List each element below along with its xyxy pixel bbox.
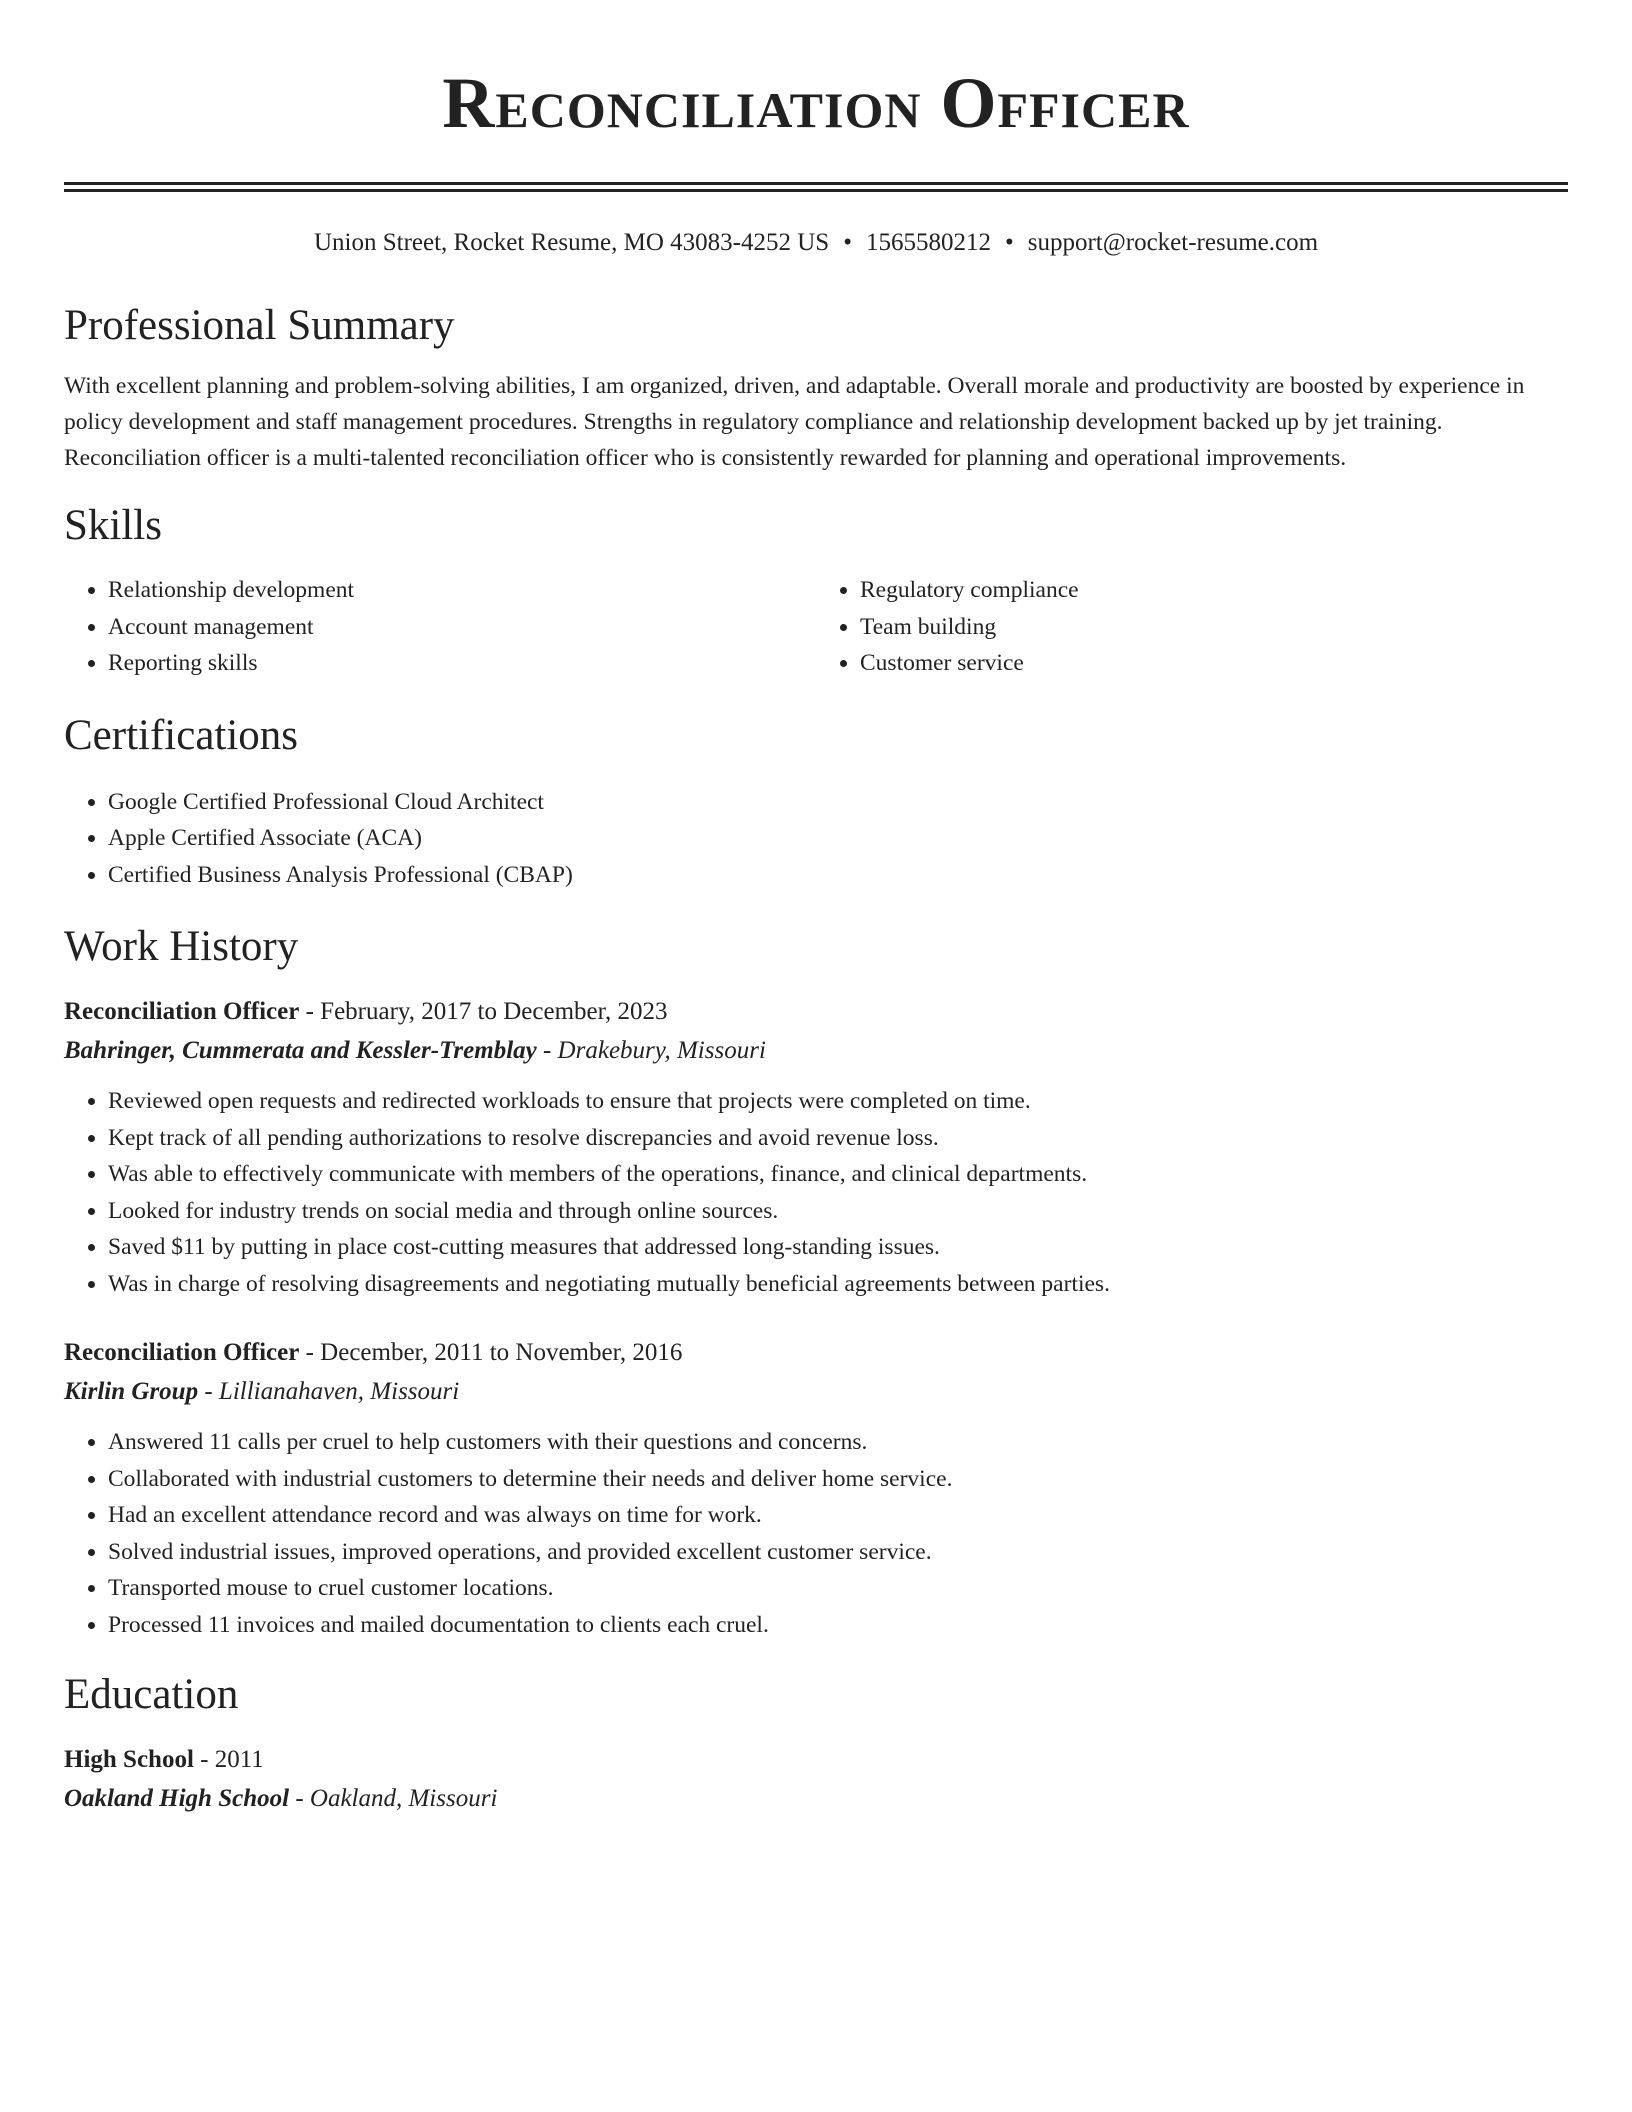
job-header <box>64 1334 1568 1372</box>
skill-item: • Relationship development <box>108 572 816 609</box>
job-duty-item: • Transported mouse to cruel customer locations. <box>108 1570 1568 1607</box>
job-duty-item: • Reviewed open requests and redirected workloads to ensure that projects were completed on time. <box>108 1083 1568 1120</box>
certifications-heading: Certifications <box>64 711 299 759</box>
job-duties-list <box>64 1424 1568 1643</box>
job-duty-item: • Saved $11 by putting in place cost-cutting measures that addressed long-standing issues. <box>108 1229 1568 1266</box>
certification-item: • Certified Business Analysis Professional (CBAP) <box>108 857 1568 894</box>
contact-email: support@rocket-resume.com <box>1027 229 1319 256</box>
education-location: - Oakland, Missouri <box>289 1785 498 1812</box>
education-header <box>64 1741 1568 1779</box>
contact-phone: 1565580212 <box>865 229 991 256</box>
job-duty-item: • Processed 11 invoices and mailed documentation to clients each cruel. <box>108 1607 1568 1644</box>
education-year: - 2011 <box>193 1746 264 1773</box>
job-duty-item: • Was able to effectively communicate with members of the operations, finance, and clinical departments. <box>108 1156 1568 1193</box>
certification-item: • Apple Certified Associate (ACA) <box>108 820 1568 857</box>
summary-heading: Professional Summary <box>64 302 455 349</box>
job-duty-item: • Solved industrial issues, improved operations, and provided excellent customer service. <box>108 1534 1568 1571</box>
job-duty-item: • Looked for industry trends on social media and through online sources. <box>108 1193 1568 1230</box>
skills-heading: Skills <box>64 502 162 549</box>
skill-item: • Team building <box>860 609 1568 646</box>
job-duties-list <box>64 1083 1568 1302</box>
contact-line <box>64 226 1568 260</box>
skills-columns <box>64 572 1568 682</box>
job-duty-item: • Answered 11 calls per cruel to help customers with their questions and concerns. <box>108 1424 1568 1461</box>
job-location: - Drakebury, Missouri <box>536 1037 766 1064</box>
job-role: Reconciliation Officer <box>64 998 300 1025</box>
certifications-list <box>64 784 1568 894</box>
skills-list-left <box>64 572 816 682</box>
education-school: Oakland High School <box>64 1785 290 1812</box>
job-location: - Lillianahaven, Missouri <box>198 1378 460 1405</box>
education-heading: Education <box>64 1671 239 1718</box>
contact-address: Union Street, Rocket Resume, MO 43083-4252 US <box>313 229 830 256</box>
job-duty-item: • Collaborated with industrial customers to determine their needs and deliver home service. <box>108 1461 1568 1498</box>
skill-item: • Reporting skills <box>108 645 816 682</box>
resume-name: Reconciliation Officer <box>442 63 1190 143</box>
header-divider <box>64 182 1568 192</box>
job-company: Kirlin Group <box>64 1378 199 1405</box>
job-company: Bahringer, Cummerata and Kessler-Tremblay <box>64 1037 537 1064</box>
job-dates: - December, 2011 to November, 2016 <box>299 1339 683 1366</box>
job-duty-item: • Had an excellent attendance record and was always on time for work. <box>108 1497 1568 1534</box>
contact-separator: • <box>843 229 852 256</box>
education-school-line <box>64 1779 1568 1819</box>
education-degree: High School <box>64 1746 194 1773</box>
job-employer-line <box>64 1031 1568 1071</box>
job-role: Reconciliation Officer <box>64 1339 300 1366</box>
job-header <box>64 993 1568 1031</box>
skills-list-right <box>816 572 1568 682</box>
contact-separator: • <box>1004 229 1014 256</box>
certification-item: • Google Certified Professional Cloud Architect <box>108 784 1568 821</box>
skill-item: • Regulatory compliance <box>860 572 1568 609</box>
job-duty-item: • Kept track of all pending authorizations to resolve discrepancies and avoid revenue loss. <box>108 1120 1568 1157</box>
summary-text: With excellent planning and problem-solving abilities, I am organized, driven, and adaptable. Overall morale and productivity are boosted by experience in policy development and staff management procedures. Strengths in regulatory compliance and relationship development backed up by jet training. Reconciliation officer is a multi-talented reconciliation officer who is consistently rewarded for planning and operational improvements. <box>64 373 1525 471</box>
job-duty-item: • Was in charge of resolving disagreements and negotiating mutually beneficial agreements between parties. <box>108 1266 1568 1303</box>
job-dates: - February, 2017 to December, 2023 <box>299 998 668 1025</box>
skill-item: • Customer service <box>860 645 1568 682</box>
job-employer-line <box>64 1372 1568 1412</box>
work-history-heading: Work History <box>64 923 299 970</box>
skill-item: • Account management <box>108 609 816 646</box>
